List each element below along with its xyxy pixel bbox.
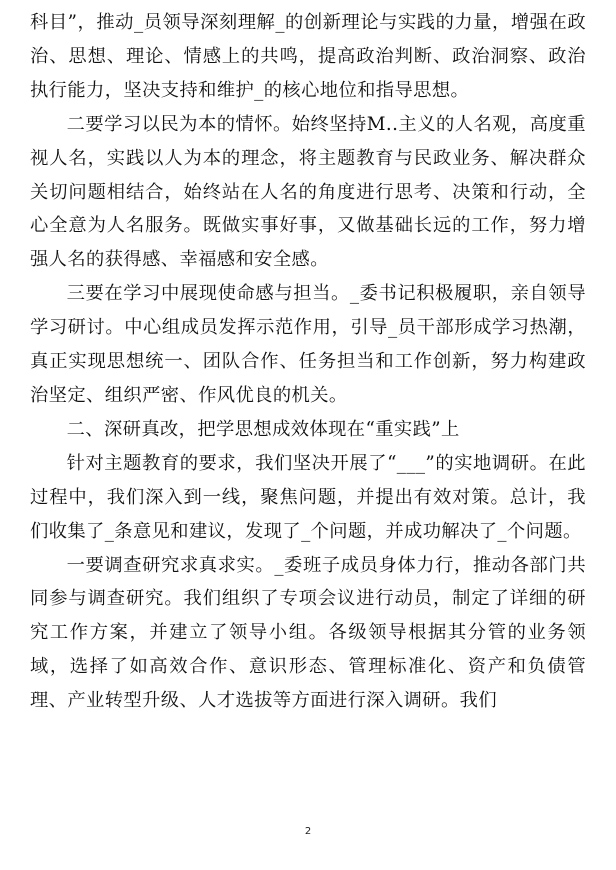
paragraph-mission-responsibility: 三要在学习中展现使命感与担当。_委书记积极履职，亲自领导学习研讨。中心组成员发挥示范作用，引导_员干部形成学习热潮，真正实现思想统一、团队合作、任务担当和工作创新，努力构建政治坚定、组织严密、作风优良的机关。 (30, 283, 586, 406)
section-heading: 二、深研真改，把学思想成效体现在“重实践”上 (66, 418, 460, 440)
body-text (30, 6, 586, 718)
page-number: 2 (304, 826, 312, 837)
paragraph-continuation: 科目”，推动_员领导深刻理解_的创新理论与实践的力量，增强在政治、思想、理论、情感上的共鸣，提高政治判断、政治洞察、政治执行能力，坚决支持和维护_的核心地位和指导思想。 (30, 12, 586, 101)
paragraph-field-research: 针对主题教育的要求，我们坚决开展了“___”的实地调研。在此过程中，我们深入到一线，聚焦问题，并提出有效对策。总计，我们收集了_条意见和建议，发现了_个问题，并成功解决了_个问题。 (30, 452, 586, 542)
paragraph-people-oriented: 二要学习以民为本的情怀。始终坚持M..主义的人名观，高度重视人名，实践以人为本的理念，将主题教育与民政业务、解决群众关切问题相结合，始终站在人名的角度进行思考、决策和行动，全心全意为人名服务。既做实事好事，又做基础长远的工作，努力增强人名的获得感、幸福感和安全感。 (30, 113, 586, 271)
paragraph-investigation: 一要调查研究求真求实。_委班子成员身体力行，推动各部门共同参与调查研究。我们组织了专项会议进行动员，制定了详细的研究工作方案，并建立了领导小组。各级领导根据其分管的业务领域，选择了如高效合作、意识形态、管理标准化、资产和负债管理、产业转型升级、人才选拔等方面进行深入调研。我们 (30, 554, 586, 712)
